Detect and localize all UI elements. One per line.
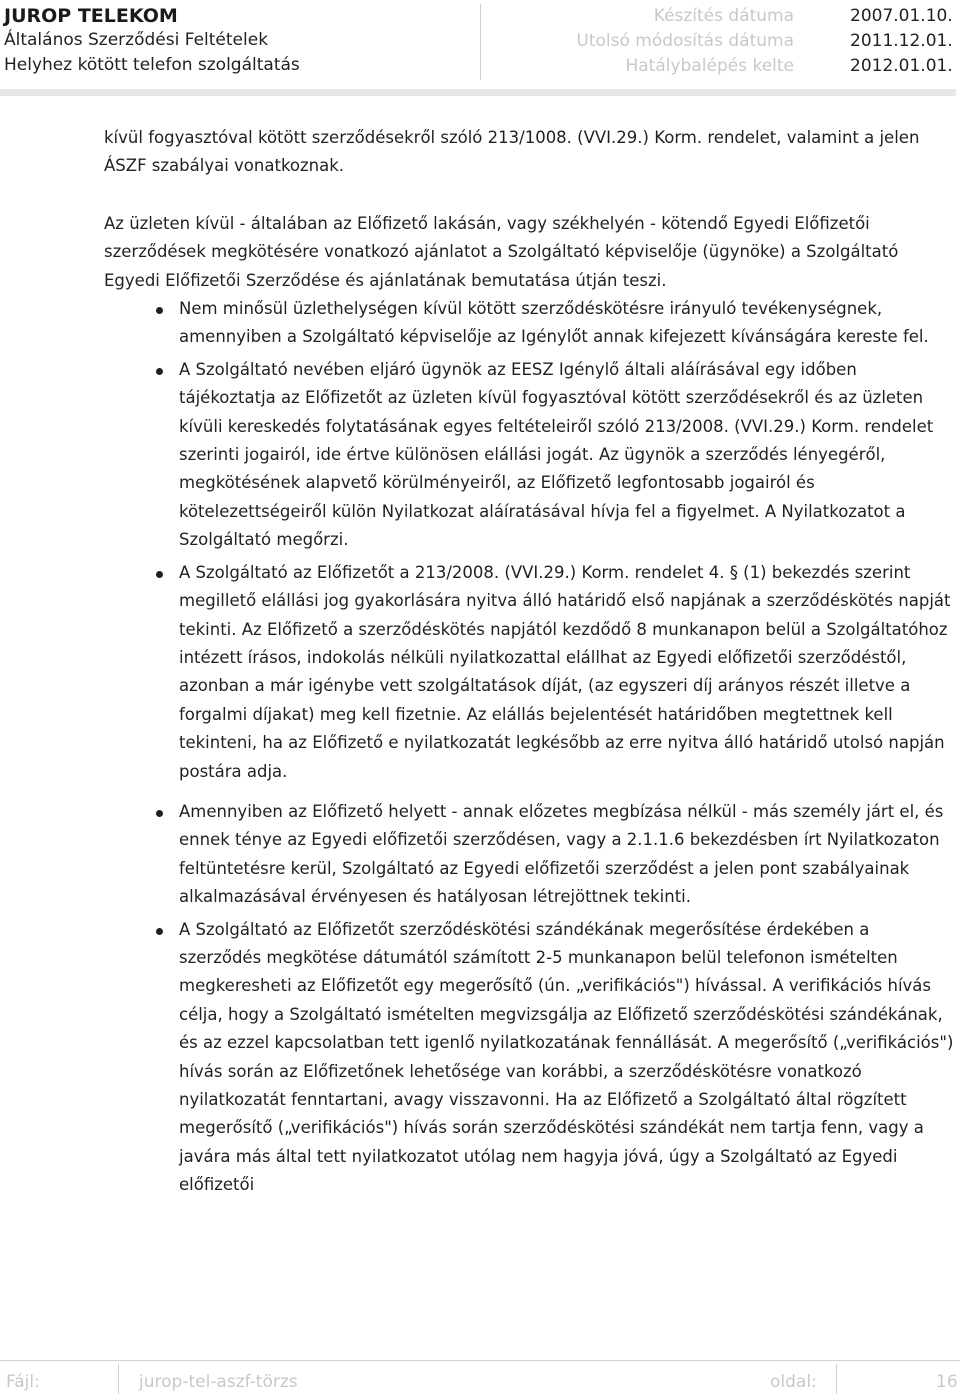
intro-continuation: kívül fogyasztóval kötött szerződésekről szóló 213/1008. (VVI.29.) Korm. rendelet, valamint a jelen ÁSZF szabályai vonatkoznak. (104, 128, 920, 176)
header-divider (480, 4, 481, 80)
modified-date-label: Utolsó módosítás dátuma (576, 31, 794, 51)
bullet-icon (156, 571, 163, 578)
bullet-icon (156, 928, 163, 935)
page-header (0, 0, 960, 100)
document-body (104, 124, 956, 1204)
list-item-text: Amennyiben az Előfizető helyett - annak előzetes megbízása nélkül - más személy járt el, és ennek ténye az Egyedi előfizetői szerződésen, vagy a 2.1.1.6 bekezdésben írt Nyilatkozaton feltüntetésre kerül, Szolgáltató az Egyedi előfizetői szerződést a jelen pont szabályainak alkalmazásával érvényesen és hatályosan létrejöttnek tekinti. (179, 801, 944, 907)
list-item-text: A Szolgáltató nevében eljáró ügynök az EESZ Igénylő általi aláírásával egy időben tájékoztatja az Előfizetőt az üzleten kívül fogyasztóval kötött szerződésekről és az üzleten kívüli kereskedés folytatásának egyes feltételeiről szóló 213/2008. (VVI.29.) Korm. rendelet szerinti jogairól, ide értve különösen elállási jogát. Az ügynök a szerződés lényegéről, megkötésének alapvető körülményeiről, az Előfizető legfontosabb jogairól és kötelezettségeiről külön Nyilatkozat aláíratásával hívja fel a figyelmet. A Nyilatkozatot a Szolgáltató megőrzi. (179, 359, 934, 550)
list-item (104, 295, 956, 352)
header-rule (0, 89, 956, 96)
list-item-text: Nem minősül üzlethelységen kívül kötött szerződéskötésre irányuló tevékenységnek, amennyiben a Szolgáltató képviselője az Igénylőt annak kifejezett kívánságára kereste fel. (179, 299, 929, 347)
list-item-text: A Szolgáltató az Előfizetőt a 213/2008. (VVI.29.) Korm. rendelet 4. § (1) bekezdés szerint megillető elállási jog gyakorlására nyitva álló határidő első napjának a szerződéskötés napját tekinti. Az Előfizető a szerződéskötés napjától kezdődő 8 munkanapon belül a Szolgáltatóhoz intézett írásos, indokolás nélküli nyilatkozattal elállhat az Egyedi előfizetői szerződéstől, azonban a már igénybe vett szolgáltatások díját, (az egyszeri díj arányos részét illetve a forgalmi díjakat) meg kell fizetnie. Az elállás bejelentését határidőben megtettnek kell tekinteni, ha az Előfizető e nyilatkozatát legkésőbb az erre nyitva álló határidő utolsó napján postára adja. (179, 562, 951, 781)
footer-divider (118, 1364, 119, 1394)
file-label: Fájl: (6, 1372, 40, 1392)
file-name: jurop-tel-aszf-törzs (139, 1372, 298, 1392)
footer-divider (836, 1364, 837, 1394)
created-date-value: 2007.01.10. (850, 6, 953, 26)
bullet-list (104, 295, 956, 1200)
document-subtitle: Helyhez kötött telefon szolgáltatás (4, 55, 300, 75)
body-paragraph: Az üzleten kívül - általában az Előfizető lakásán, vagy székhelyén - kötendő Egyedi Előfizetői szerződések megkötésére vonatkozó ajánlatot a Szolgáltató képviselője (ügynöke) a Szolgáltató Egyedi Előfizetői Szerződése és ajánlatának bemutatása útján teszi. (104, 213, 899, 290)
footer-rule (0, 1360, 960, 1361)
bullet-icon (156, 307, 163, 314)
bullet-icon (156, 368, 163, 375)
page-footer (0, 1360, 960, 1395)
list-item (104, 798, 956, 912)
page-label: oldal: (770, 1372, 817, 1392)
header-date-labels (488, 4, 794, 79)
created-date-label: Készítés dátuma (653, 6, 794, 26)
company-name: JUROP TELEKOM (4, 5, 178, 27)
list-item (104, 559, 956, 786)
list-item-text: A Szolgáltató az Előfizetőt szerződéskötési szándékának megerősítése érdekében a szerződés megkötése dátumától számított 2-5 munkanapon belül telefonon ismételten megkeresheti az Előfizetőt egy megerősítő (ún. „verifikációs") hívással. A verifikációs hívás célja, hogy a Szolgáltató ismételten megvizsgálja az Előfizető szerződéskötési szándékának, és az ezzel kapcsolatban tett igenlő nyilatkozatának fennállását. A megerősítő („verifikációs") hívás során az Előfizetőnek lehetősége van korábbi, a szerződéskötésre vonatkozó nyilatkozatát fenntartani, avagy visszavonni. Ha az Előfizető a Szolgáltató által rögzített megerősítő („verifikációs") hívás során szerződéskötési szándékát nem tartja fenn, vagy a javára más által tett nyilatkozatot utólag nem hagyja jóvá, úgy a Szolgáltató az Egyedi előfizetői (179, 919, 954, 1195)
page-number: 16 (936, 1372, 958, 1392)
paragraph-gap (104, 181, 956, 210)
list-item (104, 916, 956, 1200)
list-item (104, 356, 956, 555)
header-date-values (850, 4, 960, 79)
effective-date-label: Hatálybalépés kelte (625, 56, 794, 76)
modified-date-value: 2011.12.01. (850, 31, 953, 51)
document-title: Általános Szerződési Feltételek (4, 30, 269, 50)
bullet-icon (156, 810, 163, 817)
header-title-block (4, 4, 474, 78)
effective-date-value: 2012.01.01. (850, 56, 953, 76)
